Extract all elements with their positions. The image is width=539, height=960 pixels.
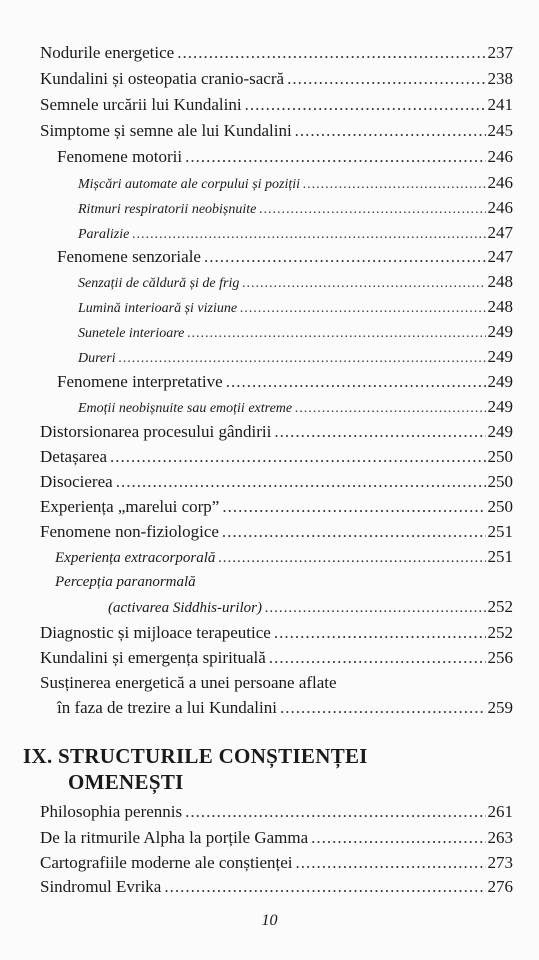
toc-entry-page: 250	[487, 472, 513, 491]
toc-entry	[55, 546, 513, 568]
toc-entry	[78, 321, 513, 343]
toc-entry	[78, 296, 513, 318]
toc-entry-title: Experiența „marelui corp”	[40, 497, 220, 516]
leader-dots	[164, 876, 485, 898]
leader-dots	[226, 371, 486, 393]
toc-entry-page: 261	[487, 802, 513, 821]
toc-entry	[40, 876, 513, 898]
toc-entry-page: 276	[487, 877, 513, 896]
toc-entry-title: Emoții neobișnuite sau emoții extreme	[78, 401, 293, 416]
toc-entry-page: 246	[487, 198, 513, 217]
toc-entry-title: Paralizie	[78, 227, 130, 242]
toc-entry	[78, 396, 513, 418]
toc-entry	[40, 827, 513, 849]
toc-entry	[40, 471, 513, 493]
toc-entry	[40, 42, 513, 64]
leader-dots	[222, 496, 485, 518]
chapter-heading: IX. STRUCTURILE CONȘTIENȚEI	[23, 744, 368, 768]
toc-entry-title: Fenomene non-fiziologice	[40, 522, 219, 541]
leader-dots	[274, 421, 485, 443]
toc-entry-title: Mișcări automate ale corpului și poziții	[78, 177, 301, 192]
leader-dots	[204, 246, 486, 268]
leader-dots	[245, 94, 486, 116]
toc-entry-page: 246	[487, 173, 513, 192]
toc-entry-title: Kundalini și emergența spirituală	[40, 648, 266, 667]
toc-entry	[40, 622, 513, 644]
toc-entry-page: 259	[487, 698, 513, 717]
toc-entry-page: 251	[487, 522, 513, 541]
leader-dots	[311, 827, 485, 849]
toc-entry-page: 273	[487, 853, 513, 872]
leader-dots	[274, 622, 486, 644]
toc-entry	[40, 120, 513, 142]
toc-entry-page: 237	[487, 43, 513, 62]
toc-entry-page: 249	[487, 347, 513, 366]
toc-entry-title: Sindromul Evrika	[40, 877, 162, 896]
toc-entry-title: Ritmuri respiratorii neobișnuite	[78, 202, 257, 217]
toc-entry	[57, 146, 513, 168]
leader-dots	[110, 446, 485, 468]
toc-entry-title: Fenomene interpretative	[57, 372, 223, 391]
toc-entry-page: 241	[487, 95, 513, 114]
leader-dots	[269, 647, 486, 669]
toc-entry-title: în faza de trezire a lui Kundalini	[57, 698, 277, 717]
toc-entry-page: 247	[487, 247, 513, 266]
toc-entry	[78, 197, 513, 219]
toc-entry-title: Experiența extracorporală	[55, 550, 216, 566]
toc-entry-page: 247	[487, 223, 513, 242]
toc-entry-page: 256	[487, 648, 513, 667]
toc-entry-title: Kundalini și osteopatia cranio-sacră	[40, 69, 285, 88]
leader-dots	[185, 146, 485, 168]
leader-dots	[222, 521, 486, 543]
leader-dots	[177, 42, 485, 64]
toc-entry-title: Disocierea	[40, 472, 113, 491]
toc-entry-title: Simptome și semne ale lui Kundalini	[40, 121, 292, 140]
leader-dots	[185, 801, 485, 823]
leader-dots	[240, 298, 485, 320]
leader-dots	[132, 224, 485, 246]
toc-entry-page: 245	[487, 121, 513, 140]
leader-dots	[296, 852, 486, 874]
leader-dots	[287, 68, 485, 90]
toc-entry-title: Distorsionarea procesului gândirii	[40, 422, 272, 441]
toc-entry	[40, 496, 513, 518]
toc-entry	[40, 68, 513, 90]
page-number: 10	[261, 912, 278, 929]
toc-entry	[40, 801, 513, 823]
toc-entry-title: Semnele urcării lui Kundalini	[40, 95, 242, 114]
toc-entry	[108, 596, 513, 618]
toc-entry-title: Senzații de căldură și de frig	[78, 276, 240, 291]
toc-entry-title: Cartografiile moderne ale conștienței	[40, 853, 293, 872]
toc-entry-page: 250	[487, 447, 513, 466]
leader-dots	[116, 471, 486, 493]
toc-entry-page: 263	[487, 828, 513, 847]
toc-entry-page: 249	[487, 372, 513, 391]
toc-entry	[40, 421, 513, 443]
toc-entry-page: 249	[487, 422, 513, 441]
toc-entry	[40, 446, 513, 468]
toc-entry	[57, 371, 513, 393]
leader-dots	[242, 273, 485, 295]
toc-entry-title: Dureri	[78, 351, 116, 366]
toc-entry-title-line: Susținerea energetică a unei persoane aflate	[40, 673, 337, 692]
chapter-heading-continued: OMENEȘTI	[68, 770, 184, 794]
toc-entry-page: 248	[487, 297, 513, 316]
toc-entry-page: 248	[487, 272, 513, 291]
leader-dots	[187, 323, 485, 345]
toc-entry-page: 238	[487, 69, 513, 88]
toc-entry	[57, 697, 513, 719]
leader-dots	[303, 174, 485, 196]
toc-entry-page: 246	[487, 147, 513, 166]
toc-entry-page: 250	[487, 497, 513, 516]
toc-entry-page: 252	[487, 597, 513, 616]
toc-entry	[78, 222, 513, 244]
toc-entry-title: (activarea Siddhis-urilor)	[108, 600, 263, 616]
leader-dots	[295, 120, 486, 142]
toc-entry-page: 249	[487, 397, 513, 416]
toc-entry-title: De la ritmurile Alpha la porțile Gamma	[40, 828, 309, 847]
toc-entry-title-line: Percepția paranormală	[55, 574, 196, 590]
toc-entry-title: Philosophia perennis	[40, 802, 183, 821]
toc-entry-page: 249	[487, 322, 513, 341]
toc-entry	[78, 271, 513, 293]
leader-dots	[280, 697, 486, 719]
toc-entry-title: Detașarea	[40, 447, 108, 466]
leader-dots	[218, 547, 485, 569]
toc-entry-title: Lumină interioară și viziune	[78, 301, 238, 316]
toc-entry	[40, 521, 513, 543]
toc-entry	[57, 246, 513, 268]
toc-entry-title: Nodurile energetice	[40, 43, 175, 62]
toc-entry-title: Diagnostic și mijloace terapeutice	[40, 623, 271, 642]
toc-entry-page: 251	[487, 547, 513, 566]
toc-entry	[40, 647, 513, 669]
toc-entry	[78, 346, 513, 368]
toc-entry	[40, 94, 513, 116]
toc-entry-title: Fenomene motorii	[57, 147, 183, 166]
toc-entry-title: Sunetele interioare	[78, 326, 185, 341]
leader-dots	[119, 348, 486, 370]
leader-dots	[259, 199, 485, 221]
toc-entry-title: Fenomene senzoriale	[57, 247, 201, 266]
toc-entry	[40, 852, 513, 874]
leader-dots	[265, 597, 485, 619]
leader-dots	[295, 398, 485, 420]
toc-entry-page: 252	[487, 623, 513, 642]
toc-entry	[78, 172, 513, 194]
